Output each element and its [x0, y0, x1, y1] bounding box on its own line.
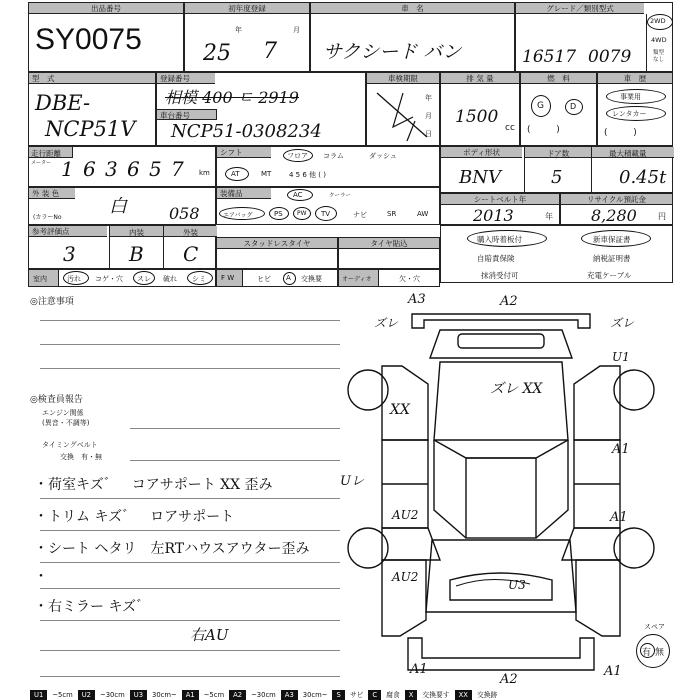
inspector-label: ◎検査員報告 [30, 395, 83, 405]
audio-none: 欠・穴 [399, 275, 420, 283]
chassis-value: NCP51-0308234 [171, 121, 322, 142]
inspection-box [366, 72, 440, 146]
opt-4wd: 4WD [651, 36, 667, 44]
model-box [28, 72, 156, 146]
doc-cable: 充電ケーブル [587, 271, 632, 280]
engine-sub: (異音・不調等) [42, 419, 90, 427]
studless-box [216, 237, 338, 269]
mileage-label: 走行距離 [31, 149, 61, 158]
legend-val: ~30cm [100, 691, 125, 699]
eq-sr: SR [387, 210, 397, 218]
note-line [40, 368, 340, 369]
grades-box [28, 225, 216, 269]
eq-ps: PS [274, 210, 283, 218]
note-entry: ・シート ヘタリ 左RTハウスアウター歪み [34, 541, 310, 557]
diagram-label: A3 [408, 292, 426, 307]
history-blank: ( ) [604, 128, 637, 138]
diagram-label: AU2 [392, 508, 419, 522]
model-label: 型 式 [29, 73, 155, 84]
grade-exterior: C [183, 242, 199, 266]
note-entry: ・右ミラー キズ゛ [34, 599, 151, 615]
seatbelt-label: シートベルト年 [441, 194, 559, 205]
diagram-label: XX [390, 402, 410, 418]
diagram-label: ズレ XX [490, 381, 543, 397]
note-line [40, 562, 340, 563]
grades-label: 参考評価点 [29, 226, 107, 237]
shift-dash: ダッシュ [369, 152, 397, 160]
legend-key: S [332, 690, 344, 700]
note-line [40, 530, 340, 531]
legend-val: 腐食 [386, 691, 400, 699]
grade-interior: B [129, 242, 144, 266]
first-reg-month: 7 [263, 39, 277, 64]
recycle-value: 8,280 [591, 206, 637, 225]
reg-label: 登録番号 [157, 73, 215, 84]
fuel-d: D [570, 102, 577, 111]
fuel-box [520, 72, 597, 146]
legend-key: X [405, 690, 418, 700]
note-line [130, 428, 340, 429]
audio-label: オーディオ [342, 276, 372, 283]
engine-label: エンジン関係 [42, 409, 84, 417]
note-uv: Uレ [340, 474, 364, 489]
model-line2: NCP51V [45, 117, 136, 141]
doc-mark: 抹消受付可 [481, 271, 519, 280]
color-value: 白 [109, 196, 127, 217]
color-code-label: (カラーNo [33, 214, 62, 221]
seatbelt-value: 2013 [473, 206, 514, 225]
diagram-label: ズレ [610, 316, 635, 330]
interior-label: 内装 [129, 228, 144, 237]
recycle-unit: 円 [658, 212, 666, 221]
grades-div2 [163, 237, 164, 270]
equipment-box [216, 187, 440, 225]
mileage-digit: 1 [61, 157, 74, 181]
legend-key: C [368, 690, 381, 700]
diagram-label: A1 [604, 664, 622, 679]
insp-month: 月 [425, 112, 432, 120]
diagram-label: AU2 [392, 570, 419, 584]
shift-mt: MT [261, 170, 272, 178]
drive-type-col [646, 14, 673, 72]
legend-key: XX [455, 690, 472, 700]
doc-warranty: 新車保証書 [593, 235, 631, 244]
opt-2wd: 2WD [650, 17, 666, 25]
note-entry: ・荷室キズ゛ コアサポート XX 歪み [34, 477, 273, 493]
recycle-label: リサイクル預託金 [561, 194, 672, 205]
shift-column: コラム [323, 152, 344, 160]
insp-year: 年 [425, 94, 432, 102]
doc-instructions: 購入時着板付 [477, 235, 522, 244]
color-label: 外 装 色 [29, 188, 75, 199]
body-type-label: ボディ形状 [441, 147, 522, 158]
grade-box [515, 2, 673, 72]
doors: 5 [551, 167, 563, 188]
body-box [440, 146, 673, 193]
mileage-digit: 7 [171, 157, 184, 181]
chassis-label: 車台番号 [160, 111, 190, 120]
seatbelt-box [440, 193, 560, 225]
recycle-box [560, 193, 673, 225]
note-line [40, 320, 340, 321]
note-line [40, 344, 340, 345]
doc-tax: 納税証明書 [593, 254, 631, 263]
legend-val: ~5cm [52, 691, 73, 699]
eq-airbag: エアバッグ [223, 212, 253, 219]
fuel-g: G [537, 101, 544, 111]
grade-total: 3 [63, 242, 76, 266]
studless-label: スタッドレスタイヤ [217, 238, 337, 249]
eq-pw: PW [297, 210, 307, 217]
mileage-digit: 5 [149, 157, 162, 181]
note-entry: ・ [34, 569, 48, 585]
doc-insurance: 自賠責保険 [477, 254, 515, 263]
first-reg-year: 25 [203, 41, 231, 66]
shift-gears: 4 5 6 他 ( ) [289, 171, 326, 179]
inspection-strike [373, 87, 433, 143]
fuel-label: 燃 料 [521, 73, 596, 84]
studless-fw: F W [221, 274, 235, 282]
grades-div1 [109, 237, 110, 270]
reg-value: 相模 400 ㄷ 2919 [165, 88, 299, 107]
interior-item: シミ [192, 275, 206, 283]
interior-item: スレ [137, 275, 151, 283]
tire-count-label: タイヤ貼込 [339, 238, 439, 249]
mileage-digit: 6 [127, 157, 140, 181]
shift-at: AT [231, 170, 240, 178]
diagram-label: A1 [410, 662, 428, 677]
history-label: 車 歴 [598, 73, 672, 84]
interior-item: 破れ [163, 275, 177, 283]
mileage-unit: km [199, 169, 210, 177]
legend-val: 30cm~ [152, 691, 177, 699]
lot-number-box [28, 2, 184, 72]
note-line [40, 650, 340, 651]
diagram-label: A1 [612, 442, 630, 457]
shift-floor: フロア [287, 152, 308, 160]
eq-aw: AW [417, 210, 429, 218]
mileage-digits [61, 157, 193, 187]
grade-code-2: 0079 [588, 47, 632, 67]
seatbelt-unit: 年 [545, 212, 553, 221]
capacity-label: 最大積載量 [609, 149, 647, 158]
diagram-label: A2 [500, 672, 518, 687]
legend-key: A1 [182, 690, 199, 700]
inspection-label: 車検期限 [367, 73, 439, 84]
studless-exchange: 交換要 [301, 275, 322, 283]
interior-row-label: 室内 [33, 275, 47, 283]
note-line [40, 620, 340, 621]
timing-exchange: 交換 有・無 [60, 453, 102, 461]
note-entry: 右AU [190, 626, 229, 644]
caution-label: ◎注意事項 [30, 297, 74, 307]
studless-row [216, 269, 338, 287]
diagram-label: U3 [508, 578, 526, 592]
displacement-value: 1500 [455, 107, 499, 127]
body-type: BNV [459, 167, 501, 188]
shift-box [216, 146, 440, 187]
interior-row [28, 269, 216, 287]
displacement-box [440, 72, 520, 146]
spare-no: 無 [655, 648, 665, 658]
legend-val: 交換跡 [476, 691, 498, 699]
color-code: 058 [169, 204, 200, 223]
diagram-label: ズレ [374, 316, 399, 330]
insp-day: 日 [425, 130, 432, 138]
mileage-box [28, 146, 216, 187]
displacement-unit: cc [505, 123, 515, 133]
diagram-label: A1 [610, 510, 628, 525]
legend-key: A3 [281, 690, 298, 700]
legend-val: 交換要す [422, 691, 450, 699]
note-line [40, 676, 340, 677]
2wd-circle [647, 14, 673, 30]
displacement-label: 排 気 量 [441, 73, 519, 84]
grade-label: グレード／類別型式 [516, 3, 644, 14]
month-label: 月 [293, 26, 300, 34]
timing-label: タイミングベルト [42, 441, 98, 449]
eq-cooler: クーラー [329, 193, 352, 199]
lot-number: SY0075 [35, 23, 142, 56]
mileage-digit: 6 [83, 157, 96, 181]
audio-row [338, 269, 440, 287]
legend-key: A2 [229, 690, 246, 700]
opt-type: 類型 なし [653, 50, 665, 63]
first-registration-label: 初年度登録 [185, 3, 309, 14]
studless-hibi: ヒビ [257, 275, 271, 283]
diagram-label: U1 [612, 350, 630, 364]
first-registration-box [184, 2, 310, 72]
spare-label: スペア [644, 623, 665, 631]
grade-code: 16517 [522, 47, 577, 67]
tire-count-box [338, 237, 440, 269]
color-box [28, 187, 216, 225]
eq-ac: AC [293, 191, 303, 199]
note-line [130, 460, 340, 461]
model-line1: DBE- [35, 91, 91, 115]
car-name-label: 車 名 [311, 3, 514, 14]
history-rental: レンタカー [612, 110, 647, 118]
eq-navi: ナビ [353, 211, 367, 219]
fuel-blank: ( ) [527, 125, 560, 135]
legend-val: ~30cm [251, 691, 276, 699]
equipment-label: 装備品 [217, 188, 271, 199]
eq-tv: TV [321, 210, 331, 218]
legend-val: 30cm~ [302, 691, 328, 699]
capacity: 0.45t [619, 167, 667, 188]
lot-number-label: 出品番号 [29, 3, 183, 14]
legend-bar [30, 690, 502, 700]
history-box [597, 72, 673, 146]
legend-key: U2 [78, 690, 95, 700]
car-name: サクシード バン [323, 41, 462, 63]
legend-key: U3 [130, 690, 147, 700]
history-business: 事業用 [620, 93, 641, 101]
year-label: 年 [235, 26, 242, 34]
studless-a: A [286, 274, 291, 282]
spare-yes: 有 [642, 648, 652, 658]
interior-item: コゲ・穴 [95, 275, 123, 283]
diagram-label: A2 [500, 294, 518, 309]
mileage-meter: メーター [31, 160, 52, 166]
note-line [40, 498, 340, 499]
docs-box [440, 225, 673, 283]
interior-item: 汚れ [67, 275, 81, 283]
legend-val: ~5cm [203, 691, 225, 699]
note-entry: ・トリム キズ゛ ロアサポート [34, 509, 235, 525]
legend-val: サビ [349, 691, 364, 699]
registration-box [156, 72, 366, 146]
exterior-label: 外装 [183, 228, 198, 237]
mileage-digit: 3 [105, 157, 118, 181]
car-name-box [310, 2, 515, 72]
legend-key: U1 [30, 690, 47, 700]
note-line [40, 588, 340, 589]
doors-label: ドア数 [547, 149, 570, 158]
shift-label: シフト [217, 147, 271, 158]
